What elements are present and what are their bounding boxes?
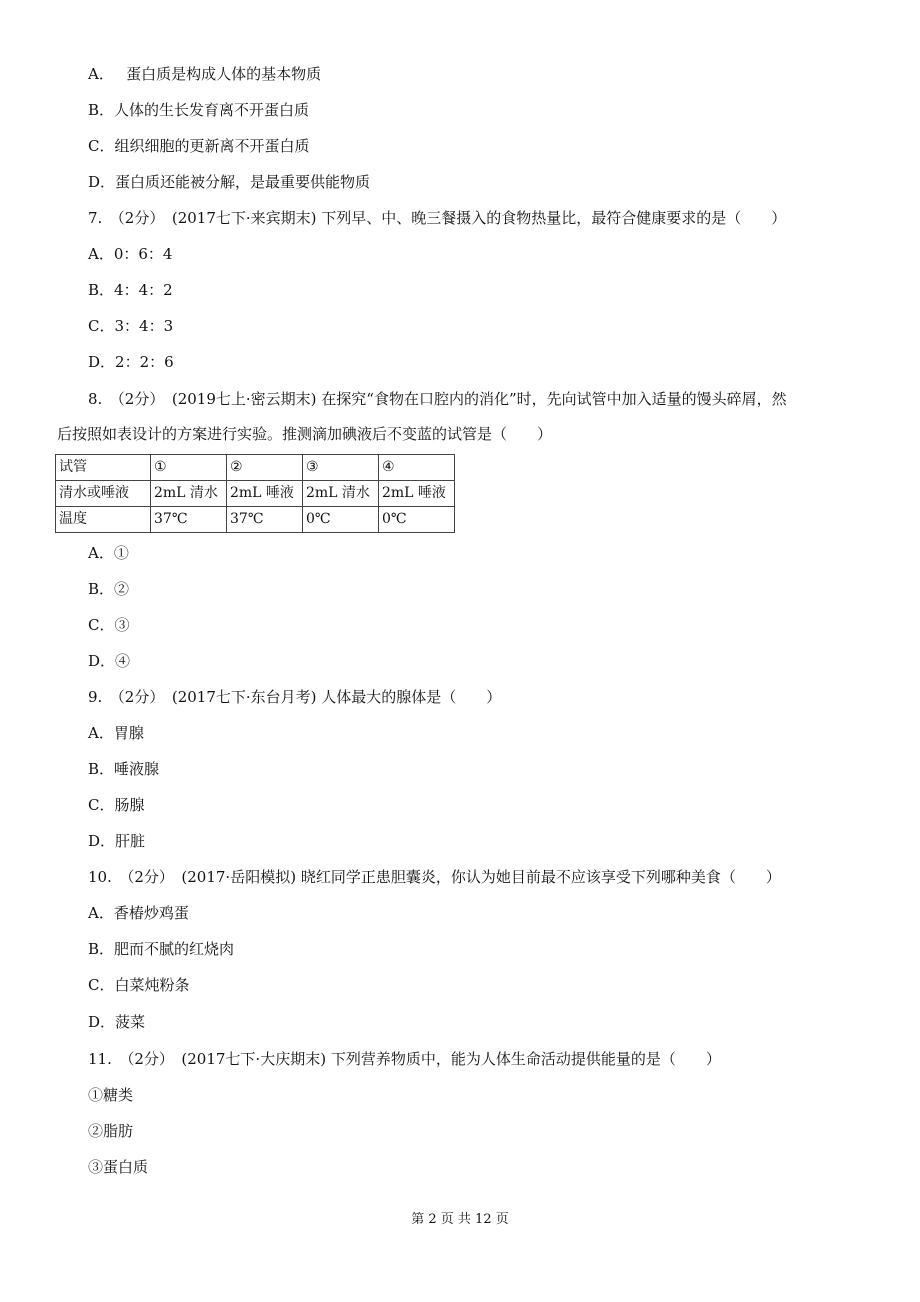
q8-experiment-table — [55, 454, 455, 533]
q10-option-c: C．白菜炖粉条 — [88, 976, 190, 994]
q10-option-b: B．肥而不腻的红烧肉 — [88, 940, 235, 958]
table-cell: 温度 — [56, 507, 151, 533]
q10-stem: 10. （2分） (2017·岳阳模拟) 晓红同学正患胆囊炎，你认为她目前最不应该享受下列哪种美食（ ） — [88, 868, 781, 886]
q7-stem: 7. （2分） (2017七下·来宾期末) 下列早、中、晚三餐摄入的食物热量比，最符合健康要求的是（ ） — [88, 209, 787, 227]
q8-stem-line1: 8. （2分） (2019七上·密云期末) 在探究“食物在口腔内的消化”时，先向试管中加入适量的馒头碎屑，然 — [88, 390, 787, 408]
q8-option-a: A．① — [88, 544, 129, 562]
table-row — [56, 507, 455, 533]
q7-option-a: A．0：6：4 — [88, 245, 173, 263]
table-row — [56, 455, 455, 481]
table-cell: ④ — [379, 455, 455, 481]
page-footer: 第 2 页 共 12 页 — [411, 1212, 509, 1227]
q7-option-b: B．4：4：2 — [88, 281, 173, 299]
q8-option-c: C．③ — [88, 616, 130, 634]
q9-option-c: C．肠腺 — [88, 796, 145, 814]
table-cell: 试管 — [56, 455, 151, 481]
q6-option-d: D．蛋白质还能被分解，是最重要供能物质 — [88, 173, 371, 191]
table-cell: 2mL 唾液 — [379, 481, 455, 507]
q6-option-a: A． 蛋白质是构成人体的基本物质 — [88, 65, 322, 83]
table-cell: 清水或唾液 — [56, 481, 151, 507]
q9-option-b: B．唾液腺 — [88, 760, 160, 778]
q11-item-3: ③蛋白质 — [88, 1158, 149, 1176]
table-cell: 2mL 清水 — [151, 481, 227, 507]
table-cell: 0℃ — [303, 507, 379, 533]
q10-option-a: A．香椿炒鸡蛋 — [88, 904, 189, 922]
table-cell: 37℃ — [227, 507, 303, 533]
q8-option-d: D．④ — [88, 652, 131, 670]
q11-item-2: ②脂肪 — [88, 1122, 134, 1140]
q6-option-b: B．人体的生长发育离不开蛋白质 — [88, 101, 310, 119]
q9-stem: 9. （2分） (2017七下·东台月考) 人体最大的腺体是（ ） — [88, 688, 502, 706]
q11-stem: 11. （2分） (2017七下·大庆期末) 下列营养物质中，能为人体生命活动提供能量的是（ ） — [88, 1050, 721, 1068]
table-cell: 2mL 清水 — [303, 481, 379, 507]
table-cell: ① — [151, 455, 227, 481]
q6-option-c: C．组织细胞的更新离不开蛋白质 — [88, 137, 310, 155]
q7-option-d: D．2：2：6 — [88, 353, 174, 371]
q9-option-d: D．肝脏 — [88, 832, 146, 850]
table-cell: ③ — [303, 455, 379, 481]
q11-item-1: ①糖类 — [88, 1086, 134, 1104]
q10-option-d: D．菠菜 — [88, 1013, 146, 1031]
table-cell: 0℃ — [379, 507, 455, 533]
q8-option-b: B．② — [88, 580, 130, 598]
table-cell: 2mL 唾液 — [227, 481, 303, 507]
q9-option-a: A．胃腺 — [88, 724, 144, 742]
table-row — [56, 481, 455, 507]
table-cell: ② — [227, 455, 303, 481]
q7-option-c: C．3：4：3 — [88, 317, 174, 335]
q8-stem-line2: 后按照如表设计的方案进行实验。推测滴加碘液后不变蓝的试管是（ ） — [57, 425, 553, 443]
table-cell: 37℃ — [151, 507, 227, 533]
